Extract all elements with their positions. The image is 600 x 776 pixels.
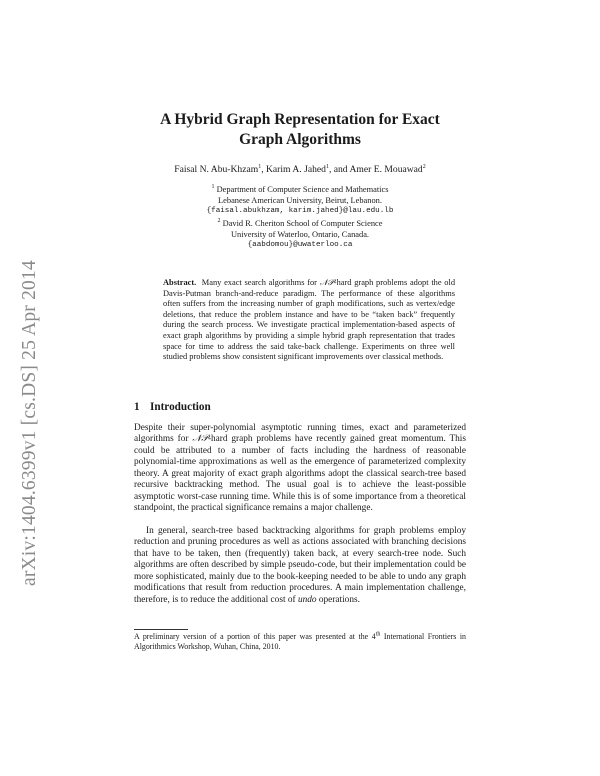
footnote-divider — [134, 629, 188, 630]
affiliation-2-line-1: $^2$ David R. Cheriton School of Computer Science — [217, 218, 383, 228]
intro-np-symbol: 𝒩𝒫 — [192, 434, 208, 445]
intro-paragraph-2: In general, search-tree based backtracking algorithms for graph problems employ reduction and pruning procedures as well as actions associated with branching decisions that have to be taken, then (frequently) taken back, at every search-tree node. Such algorithms are often described by simple pseudo-code, but their implementation could be more sophisticated, mainly due to the book-keeping needed to be able to undo any graph modifications that result from reduction procedures. A main implementation challenge, therefore, is to reduce the additional cost of undo operations. — [134, 526, 466, 605]
affiliation-1 — [150, 184, 450, 217]
affiliation-2-emails: {aabdomou}@uwaterloo.ca — [247, 241, 353, 249]
author-2-affiliation-mark: 1 — [325, 163, 329, 170]
author-3-affiliation-mark: 2 — [422, 163, 426, 170]
author-list — [120, 164, 480, 176]
abstract — [163, 278, 455, 363]
affiliation-2 — [150, 218, 450, 251]
author-separator: , and — [328, 164, 350, 175]
author-separator: , — [261, 164, 266, 175]
author-1: Faisal N. Abu-Khzam — [174, 164, 259, 175]
section-title: Introduction — [150, 401, 211, 413]
author-1-affiliation-mark: 1 — [258, 163, 262, 170]
footnote: A preliminary version of a portion of this paper was presented at the 4th International Frontiers in Algorithmics Workshop, Wuhan, China, 2010. — [134, 631, 466, 652]
affiliation-2-mark: 2 — [217, 218, 221, 225]
author-2: Karim A. Jahed — [265, 164, 326, 175]
undo-emphasis: undo — [297, 594, 317, 605]
author-3: Amer E. Mouawad — [349, 164, 423, 175]
affiliation-1-mark: 1 — [211, 184, 215, 191]
section-number: 1 — [134, 401, 140, 413]
intro-paragraph-1: Despite their super-polynomial asymptotic running times, exact and parameterized algorithms for 𝒩𝒫-hard graph problems have recently gained great momentum. This could be attributed to a number of facts including the hardness of reasonable polynomial-time approximations as well as the emergence of parameterized complexity theory. A great majority of exact graph algorithms adopt the classical search-tree based recursive backtracking method. The usual goal is to achieve the least-possible asymptotic worst-case running time. While this is of some importance from a theoretical standpoint, the practical significance remains a major challenge. — [134, 423, 466, 514]
affiliation-1-emails: {faisal.abukhzam, karim.jahed}@lau.edu.lb — [206, 207, 394, 215]
abstract-text-b: -hard graph problems adopt the old Davis-Putman branch-and-reduce paradigm. The performance of these algorithms often suffers from the increasing number of graph modifications, such as vertex/edge deletions, that reduce the problem instance and have to be “taken back” frequently during the search process. We investigate practical implementation-based aspects of exact graph algorithms by providing a simple hybrid graph representation that trades space for time to address the said take-back challenge. Experiments on three well studied problems show consistent significant improvements over classical methods. — [163, 278, 456, 362]
paper-title — [120, 110, 480, 150]
footnote-superscript: th — [375, 631, 381, 638]
affiliation-1-line-2: Lebanese American University, Beirut, Lebanon. — [218, 196, 382, 205]
title-line-2: Graph Algorithms — [239, 131, 361, 148]
abstract-label: Abstract. — [163, 278, 197, 287]
section-heading-introduction — [134, 400, 466, 414]
abstract-np-symbol: 𝒩𝒫 — [319, 278, 334, 287]
abstract-text-a: Many exact search algorithms for — [201, 278, 320, 287]
affiliation-1-line-1: $^1$ Department of Computer Science and Mathematics — [211, 184, 389, 194]
arxiv-identifier-stamp: arXiv:1404.6399v1 [cs.DS] 25 Apr 2014 — [19, 260, 40, 586]
affiliation-2-line-2: University of Waterloo, Ontario, Canada. — [230, 230, 370, 239]
title-line-1: A Hybrid Graph Representation for Exact — [160, 111, 440, 128]
